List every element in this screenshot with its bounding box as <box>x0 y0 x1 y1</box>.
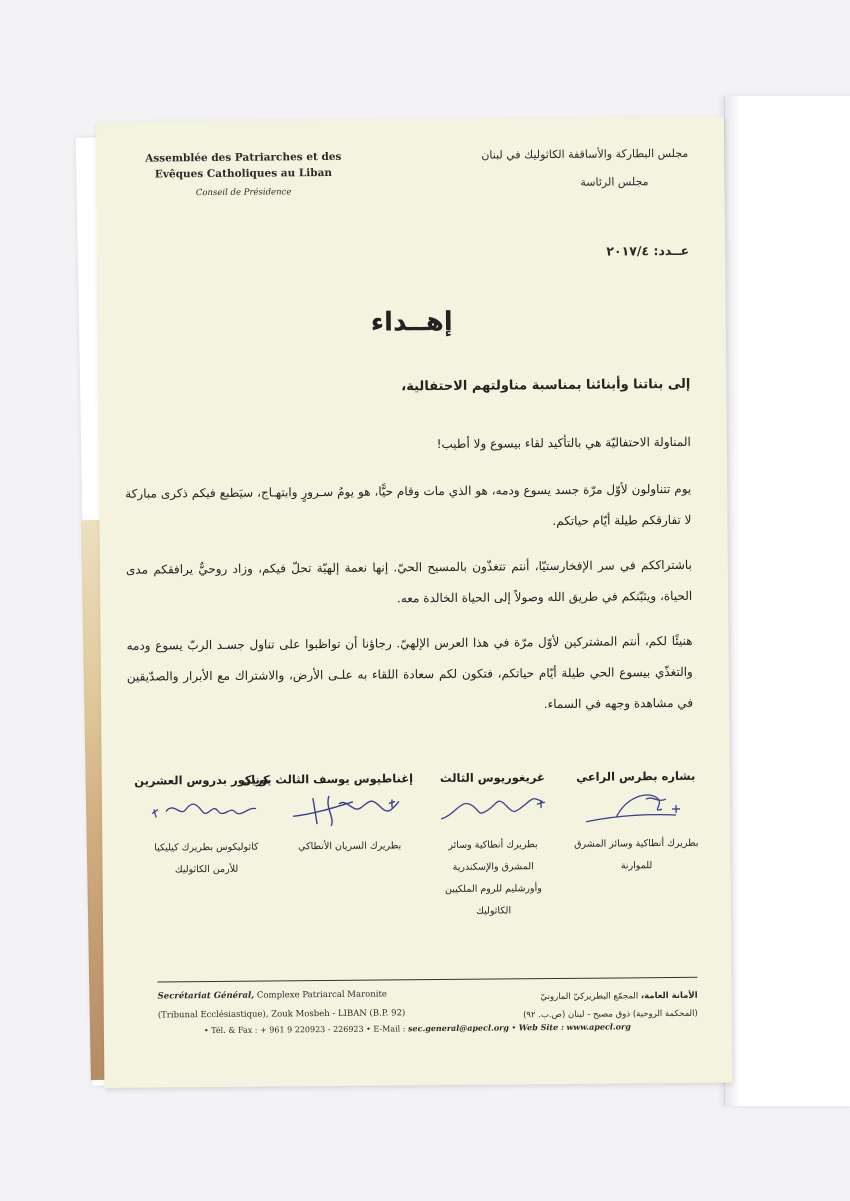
salutation: إلى بناتنا وأبنائنا بمناسبة مناولتهم الاحتفالية، <box>401 376 691 395</box>
footer-secretariat-label: Secrétariat Général, <box>157 990 255 1002</box>
signatory-name: إغناطيوس يوسف الثالث يونان <box>241 771 414 787</box>
footer-ar-label: الأمانة العامة، <box>640 990 698 1002</box>
signatory-role: للموارنة <box>620 860 653 872</box>
bullet-icon: • <box>511 1023 517 1033</box>
signature-block <box>572 769 701 922</box>
signature-scribble <box>285 789 413 830</box>
footer-secretariat-rest: Complexe Patriarcal Maronite <box>254 989 387 1001</box>
footer-ar-rest: المجمّع البطريركيّ المارونيّ <box>540 991 641 1003</box>
signatory-role: بطريرك أنطاكية وسائر <box>448 839 538 851</box>
letterhead-fr-line2: Evêques Catholiques au Liban <box>154 166 333 181</box>
french-letterhead <box>138 150 348 200</box>
bullet-icon: • <box>366 1024 371 1034</box>
paragraph: يوم تتناولون لأوّل مرّة جسد يسوع ودمه، هو الذي مات وقام حيًّا، هو يومُ سـرورٍ وابتهـاج، سيَطبع فيكم ذكرى مباركة لا تفارقكم طيلة أيّام حياتكم. <box>125 481 692 529</box>
signatory-name: غريغوريوس الثالث <box>439 770 545 786</box>
signature-block <box>428 770 557 923</box>
signature-block <box>241 771 414 924</box>
signatory-role: وأورشليم للروم الملكيين <box>444 883 542 895</box>
footer-email-label: E-Mail : <box>373 1024 406 1034</box>
signature-scribble <box>142 791 270 832</box>
signatory-name: كريكور بدروس العشرين <box>134 772 270 788</box>
signatory-role: كاثوليكوس بطريرك كيليكيا <box>154 841 259 854</box>
footer-web: www.apecl.org <box>566 1021 631 1032</box>
signature-scribble <box>429 788 557 829</box>
footer-address: (Tribunal Ecclésiastique), Zouk Mosbeh - LIBAN (B.P. 92) <box>157 1008 406 1021</box>
footer-ar-address: (المحكمة الروحية) ذوق مصبح - لبنان (ص.ب. ٩٢) <box>523 1008 698 1021</box>
paragraph: المناولة الاحتفاليّة هي بالتأكيد لقاء بيسوع ولا أطيب! <box>436 434 691 452</box>
signatory-role: الكاثوليك <box>476 905 512 917</box>
bullet-icon: • <box>203 1026 209 1036</box>
footer-email: sec.general@apecl.org <box>407 1022 509 1034</box>
signature-scribble <box>572 787 700 828</box>
signatory-role: للأرمن الكاثوليك <box>174 863 239 876</box>
letterhead-ar-council: مجلس الرئاسة <box>580 174 649 189</box>
letterhead-ar-assembly: مجلس البطاركة والأساقفة الكاثوليك في لبنان <box>481 146 689 162</box>
signatory-role: المشرق والإسكندرية <box>452 861 534 873</box>
letterhead-fr-council: Conseil de Présidence <box>195 186 292 198</box>
reference-number: عــدد: ٢٠١٧/٤ <box>606 242 690 259</box>
signatory-name: بشاره بطرس الراعي <box>576 768 696 784</box>
letterhead-fr-line1: Assemblée des Patriarches et des <box>145 150 342 165</box>
footer-arabic <box>478 987 698 1025</box>
letter-sheet <box>96 117 732 1088</box>
paragraph: باشتراككم في سر الإفخارستيّا، أنتم تتغذّون بالمسيح الحيّ. إنها نعمة إلهيّة تحلّ فيكم، وزاد روحيٌّ يرافقكم مدى الحياة، ويثبّتكم في طريق الله وصولاً إلى الحياة الخالدة معه. <box>125 557 693 606</box>
paragraph: هنيئًا لكم، أنتم المشتركين لأوّل مرّة في هذا العرس الإلهيّ. رجاؤنا أن تواظبوا على تناول جسـد الربّ يسوع ودمه والتغذّي بيسوع الحي طيلة أيّام حياتكم، فتكون لكم سعادة اللقاء به علـى الأرض، والاشتراك مع الأبرار والصدّيقين في مشاهدة وجهه في السماء. <box>126 633 694 712</box>
letter-title: إهــداء <box>370 306 453 338</box>
footer-divider <box>158 977 698 983</box>
signature-block <box>134 772 271 926</box>
signatory-role: بطريرك أنطاكية وسائر المشرق <box>574 837 699 850</box>
footer-tel-fax: Tél. & Fax : + 961 9 220923 - 226923 <box>211 1024 364 1036</box>
letter-body <box>125 427 694 738</box>
signatory-role: بطريرك السريان الأنطاكي <box>298 840 402 853</box>
facing-page <box>724 96 850 1106</box>
signatures-row <box>134 768 701 926</box>
arabic-letterhead <box>428 145 688 192</box>
footer-web-label: Web Site : <box>518 1021 564 1033</box>
